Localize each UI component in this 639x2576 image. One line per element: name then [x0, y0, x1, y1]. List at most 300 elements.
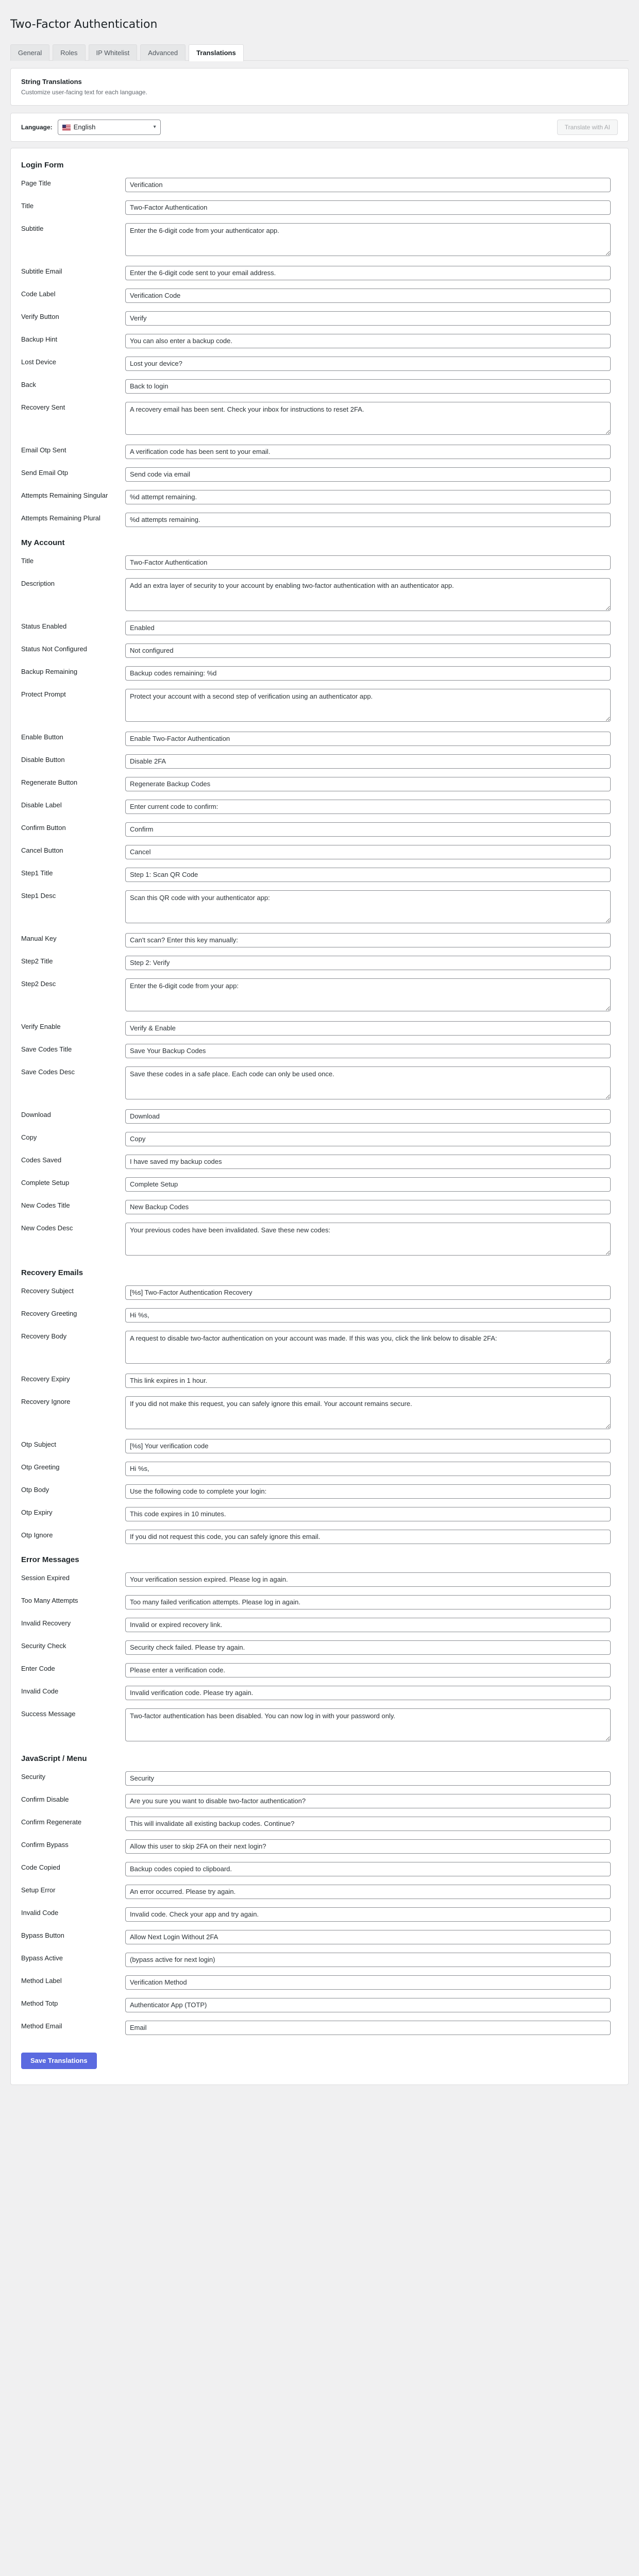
- translation-input[interactable]: [125, 1839, 611, 1854]
- field-control-wrapper: [125, 1568, 618, 1591]
- field-control-wrapper: [125, 1790, 618, 1812]
- intro-title: String Translations: [21, 77, 82, 86]
- field-row: [21, 1682, 618, 1704]
- translation-input[interactable]: [125, 1308, 611, 1323]
- translation-input[interactable]: [125, 1132, 611, 1146]
- field-control-wrapper: [125, 1614, 618, 1636]
- field-label: Confirm Bypass: [21, 1840, 69, 1849]
- field-label: Send Email Otp: [21, 468, 69, 477]
- field-control-wrapper: [125, 1659, 618, 1682]
- field-row: [21, 662, 618, 685]
- field-label: Method Totp: [21, 1999, 58, 2007]
- field-row: [21, 617, 618, 639]
- translation-textarea[interactable]: [125, 1396, 611, 1429]
- translation-input[interactable]: [125, 1953, 611, 1967]
- field-label: Complete Setup: [21, 1178, 70, 1187]
- language-bar: [10, 113, 629, 142]
- field-label: Method Label: [21, 1976, 62, 1985]
- field-label: Regenerate Button: [21, 778, 78, 786]
- field-control-wrapper: [125, 1880, 618, 1903]
- field-label: Code Label: [21, 290, 56, 298]
- translations-form: [10, 148, 629, 2085]
- language-select[interactable]: [58, 120, 161, 135]
- field-control-wrapper: [125, 1948, 618, 1971]
- field-label: Confirm Disable: [21, 1795, 69, 1803]
- field-control-wrapper: [125, 174, 618, 196]
- field-row: [21, 1926, 618, 1948]
- field-control-wrapper: [125, 1173, 618, 1196]
- language-selected-text: English: [73, 123, 96, 131]
- field-label: Invalid Code: [21, 1687, 59, 1695]
- translation-input[interactable]: [125, 643, 611, 658]
- translation-input[interactable]: [125, 266, 611, 280]
- tab-roles[interactable]: Roles: [53, 44, 85, 61]
- field-label: Otp Subject: [21, 1440, 56, 1448]
- field-row: [21, 1017, 618, 1040]
- language-selected: [62, 123, 96, 131]
- field-row: [21, 196, 618, 219]
- field-row: [21, 886, 618, 929]
- field-label: Recovery Subject: [21, 1286, 74, 1295]
- field-control-wrapper: [125, 617, 618, 639]
- translation-input[interactable]: [125, 490, 611, 504]
- translation-input[interactable]: [125, 1998, 611, 2012]
- field-row: [21, 1858, 618, 1880]
- translation-input[interactable]: [125, 1975, 611, 1990]
- translation-input[interactable]: [125, 621, 611, 635]
- field-row: [21, 1327, 618, 1369]
- field-label: Step2 Desc: [21, 979, 56, 988]
- field-control-wrapper: [125, 1636, 618, 1659]
- field-label: Recovery Expiry: [21, 1375, 70, 1383]
- field-label: Recovery Body: [21, 1332, 67, 1340]
- translation-input[interactable]: [125, 933, 611, 947]
- field-control-wrapper: [125, 551, 618, 574]
- field-control-wrapper: [125, 1591, 618, 1614]
- us-flag-icon: [62, 125, 71, 130]
- field-row: [21, 1105, 618, 1128]
- field-row: [21, 750, 618, 773]
- field-row: [21, 685, 618, 727]
- translation-input[interactable]: [125, 445, 611, 459]
- translation-input[interactable]: [125, 1885, 611, 1899]
- field-row: [21, 1994, 618, 2016]
- chevron-down-icon: ▾: [153, 124, 156, 130]
- translation-input[interactable]: [125, 1663, 611, 1677]
- field-label: Method Email: [21, 2022, 62, 2030]
- field-control-wrapper: [125, 262, 618, 284]
- tab-general[interactable]: General: [10, 44, 49, 61]
- translation-input[interactable]: [125, 1771, 611, 1786]
- section-title: My Account: [21, 538, 65, 547]
- translation-textarea[interactable]: [125, 223, 611, 256]
- field-control-wrapper: [125, 1971, 618, 1994]
- field-label: Back: [21, 380, 36, 388]
- translation-input[interactable]: [125, 1044, 611, 1058]
- field-control-wrapper: [125, 284, 618, 307]
- field-control-wrapper: [125, 307, 618, 330]
- field-control-wrapper: [125, 685, 618, 727]
- field-label: Title: [21, 201, 34, 210]
- field-row: [21, 974, 618, 1017]
- field-label: Success Message: [21, 1709, 76, 1718]
- field-label: Enable Button: [21, 733, 63, 741]
- translation-input[interactable]: [125, 1817, 611, 1831]
- field-row: [21, 1128, 618, 1150]
- field-control-wrapper: [125, 662, 618, 685]
- translation-input[interactable]: [125, 555, 611, 570]
- translation-input[interactable]: [125, 1530, 611, 1544]
- field-label: Disable Button: [21, 755, 65, 764]
- translation-input[interactable]: [125, 1618, 611, 1632]
- field-control-wrapper: [125, 1767, 618, 1790]
- field-control-wrapper: [125, 1526, 618, 1548]
- field-label: New Codes Desc: [21, 1224, 73, 1232]
- field-row: [21, 1526, 618, 1548]
- tab-advanced[interactable]: Advanced: [140, 44, 186, 61]
- translation-input[interactable]: [125, 1155, 611, 1169]
- field-control-wrapper: [125, 929, 618, 952]
- field-row: [21, 398, 618, 440]
- translation-input[interactable]: [125, 1907, 611, 1922]
- field-label: Save Codes Title: [21, 1045, 72, 1053]
- field-row: [21, 773, 618, 795]
- field-control-wrapper: [125, 841, 618, 863]
- field-row: [21, 486, 618, 509]
- translation-input[interactable]: [125, 467, 611, 482]
- translation-input[interactable]: [125, 1794, 611, 1808]
- field-row: [21, 1196, 618, 1218]
- translation-textarea[interactable]: [125, 978, 611, 1011]
- field-row: [21, 1591, 618, 1614]
- field-control-wrapper: [125, 463, 618, 486]
- field-label: Attempts Remaining Singular: [21, 491, 108, 499]
- translate-ai-button[interactable]: [557, 120, 618, 135]
- field-row: [21, 639, 618, 662]
- field-row: [21, 1568, 618, 1591]
- field-row: [21, 1503, 618, 1526]
- translation-textarea[interactable]: [125, 689, 611, 722]
- page-title: Two-Factor Authentication: [10, 18, 158, 31]
- translation-input[interactable]: [125, 956, 611, 970]
- field-control-wrapper: [125, 1435, 618, 1458]
- field-row: [21, 1173, 618, 1196]
- field-label: Backup Hint: [21, 335, 58, 343]
- translation-textarea[interactable]: [125, 1708, 611, 1741]
- translation-input[interactable]: [125, 2021, 611, 2035]
- translation-input[interactable]: [125, 845, 611, 859]
- field-label: Step1 Title: [21, 869, 53, 877]
- section-title: JavaScript / Menu: [21, 1754, 87, 1763]
- field-label: Subtitle Email: [21, 267, 62, 275]
- translation-textarea[interactable]: [125, 402, 611, 435]
- field-row: [21, 1040, 618, 1062]
- field-control-wrapper: [125, 1858, 618, 1880]
- field-control-wrapper: [125, 1503, 618, 1526]
- section-title: Error Messages: [21, 1555, 79, 1564]
- field-control-wrapper: [125, 574, 618, 617]
- translation-input[interactable]: [125, 1484, 611, 1499]
- translation-input[interactable]: [125, 1595, 611, 1609]
- field-label: Step1 Desc: [21, 891, 56, 900]
- field-row: [21, 952, 618, 974]
- field-control-wrapper: [125, 1704, 618, 1747]
- translation-input[interactable]: [125, 1109, 611, 1124]
- field-control-wrapper: [125, 2016, 618, 2039]
- field-control-wrapper: [125, 1458, 618, 1480]
- field-row: [21, 262, 618, 284]
- field-row: [21, 1880, 618, 1903]
- translation-input[interactable]: [125, 868, 611, 882]
- field-label: Subtitle: [21, 224, 44, 232]
- field-control-wrapper: [125, 1682, 618, 1704]
- field-label: Attempts Remaining Plural: [21, 514, 100, 522]
- field-control-wrapper: [125, 1196, 618, 1218]
- translation-textarea[interactable]: [125, 1066, 611, 1099]
- field-row: [21, 352, 618, 375]
- field-row: [21, 1903, 618, 1926]
- translation-textarea[interactable]: [125, 1223, 611, 1256]
- field-label: Cancel Button: [21, 846, 63, 854]
- field-label: Security Check: [21, 1641, 66, 1650]
- field-label: Email Otp Sent: [21, 446, 66, 454]
- section-title: Recovery Emails: [21, 1268, 83, 1277]
- field-label: Backup Remaining: [21, 667, 78, 675]
- translation-input[interactable]: [125, 1439, 611, 1453]
- field-label: Otp Greeting: [21, 1463, 60, 1471]
- field-label: Codes Saved: [21, 1156, 62, 1164]
- field-label: Bypass Button: [21, 1931, 64, 1939]
- field-label: Confirm Button: [21, 823, 66, 832]
- section-title: Login Form: [21, 160, 64, 170]
- field-control-wrapper: [125, 196, 618, 219]
- field-control-wrapper: [125, 1926, 618, 1948]
- field-label: Invalid Code: [21, 1908, 59, 1917]
- translation-textarea[interactable]: [125, 1331, 611, 1364]
- translation-input[interactable]: [125, 1021, 611, 1036]
- field-row: [21, 795, 618, 818]
- field-row: [21, 284, 618, 307]
- field-control-wrapper: [125, 795, 618, 818]
- field-label: Download: [21, 1110, 51, 1118]
- field-row: [21, 1062, 618, 1105]
- translation-input[interactable]: [125, 311, 611, 326]
- field-row: [21, 929, 618, 952]
- field-label: New Codes Title: [21, 1201, 70, 1209]
- field-control-wrapper: [125, 330, 618, 352]
- field-control-wrapper: [125, 1304, 618, 1327]
- field-row: [21, 375, 618, 398]
- field-control-wrapper: [125, 352, 618, 375]
- field-control-wrapper: [125, 1369, 618, 1392]
- field-label: Step2 Title: [21, 957, 53, 965]
- field-row: [21, 863, 618, 886]
- field-control-wrapper: [125, 639, 618, 662]
- field-row: [21, 1835, 618, 1858]
- save-translations-button[interactable]: Save Translations: [21, 2053, 97, 2069]
- language-picker: [21, 120, 161, 135]
- field-row: [21, 1392, 618, 1435]
- translation-textarea[interactable]: [125, 890, 611, 923]
- field-control-wrapper: [125, 952, 618, 974]
- field-label: Invalid Recovery: [21, 1619, 71, 1627]
- field-label: Confirm Regenerate: [21, 1818, 82, 1826]
- field-label: Recovery Greeting: [21, 1309, 77, 1317]
- field-label: Otp Body: [21, 1485, 49, 1494]
- field-control-wrapper: [125, 375, 618, 398]
- translation-input[interactable]: [125, 379, 611, 394]
- field-row: [21, 1659, 618, 1682]
- translation-input[interactable]: [125, 1177, 611, 1192]
- field-control-wrapper: [125, 1150, 618, 1173]
- tab-ip-whitelist[interactable]: IP Whitelist: [89, 44, 138, 61]
- field-row: [21, 1435, 618, 1458]
- field-row: [21, 1281, 618, 1304]
- field-row: [21, 1636, 618, 1659]
- field-label: Otp Ignore: [21, 1531, 53, 1539]
- field-label: Too Many Attempts: [21, 1596, 78, 1604]
- sections-container: [21, 161, 618, 2039]
- field-row: [21, 1458, 618, 1480]
- tab-bar: [10, 44, 629, 61]
- field-control-wrapper: [125, 1218, 618, 1261]
- field-label: Enter Code: [21, 1664, 55, 1672]
- field-control-wrapper: [125, 773, 618, 795]
- translation-input[interactable]: [125, 1200, 611, 1214]
- translation-input[interactable]: [125, 1285, 611, 1300]
- field-row: [21, 330, 618, 352]
- field-label: Status Not Configured: [21, 645, 87, 653]
- field-row: [21, 574, 618, 617]
- field-control-wrapper: [125, 1281, 618, 1304]
- translation-input[interactable]: [125, 732, 611, 746]
- field-row: [21, 1218, 618, 1261]
- field-row: [21, 1614, 618, 1636]
- field-label: Title: [21, 556, 34, 565]
- field-control-wrapper: [125, 974, 618, 1017]
- field-row: [21, 307, 618, 330]
- field-row: [21, 1150, 618, 1173]
- field-control-wrapper: [125, 1128, 618, 1150]
- translate-ai-label: Translate with AI: [564, 123, 610, 131]
- field-control-wrapper: [125, 1903, 618, 1926]
- translation-input[interactable]: [125, 1462, 611, 1476]
- field-label: Save Codes Desc: [21, 1067, 75, 1076]
- field-label: Session Expired: [21, 1573, 70, 1582]
- translation-input[interactable]: [125, 1640, 611, 1655]
- field-label: Bypass Active: [21, 1954, 63, 1962]
- language-label: Language:: [21, 123, 53, 131]
- field-label: Status Enabled: [21, 622, 67, 630]
- translation-input[interactable]: [125, 754, 611, 769]
- translation-input[interactable]: [125, 1862, 611, 1876]
- field-row: [21, 818, 618, 841]
- translation-input[interactable]: [125, 800, 611, 814]
- intro-description: Customize user-facing text for each language.: [21, 88, 147, 96]
- field-control-wrapper: [125, 1017, 618, 1040]
- field-row: [21, 2016, 618, 2039]
- field-label: Recovery Sent: [21, 403, 65, 411]
- field-label: Page Title: [21, 179, 51, 187]
- translation-input[interactable]: [125, 1686, 611, 1700]
- translation-input[interactable]: [125, 289, 611, 303]
- field-control-wrapper: [125, 1105, 618, 1128]
- field-row: [21, 1304, 618, 1327]
- field-row: [21, 440, 618, 463]
- translation-input[interactable]: [125, 513, 611, 527]
- field-control-wrapper: [125, 1994, 618, 2016]
- field-row: [21, 1790, 618, 1812]
- translation-input[interactable]: [125, 357, 611, 371]
- field-row: [21, 727, 618, 750]
- translation-input[interactable]: [125, 334, 611, 348]
- field-control-wrapper: [125, 818, 618, 841]
- field-control-wrapper: [125, 886, 618, 929]
- field-control-wrapper: [125, 1327, 618, 1369]
- field-row: [21, 551, 618, 574]
- translation-textarea[interactable]: [125, 578, 611, 611]
- field-control-wrapper: [125, 1062, 618, 1105]
- field-label: Disable Label: [21, 801, 62, 809]
- field-label: Security: [21, 1772, 45, 1781]
- field-control-wrapper: [125, 219, 618, 262]
- field-label: Copy: [21, 1133, 37, 1141]
- field-control-wrapper: [125, 1480, 618, 1503]
- translation-input[interactable]: [125, 777, 611, 791]
- field-control-wrapper: [125, 1392, 618, 1435]
- field-control-wrapper: [125, 863, 618, 886]
- intro-card: [10, 68, 629, 106]
- field-label: Otp Expiry: [21, 1508, 53, 1516]
- field-control-wrapper: [125, 1835, 618, 1858]
- translation-input[interactable]: [125, 666, 611, 681]
- translation-input[interactable]: [125, 200, 611, 215]
- field-row: [21, 1971, 618, 1994]
- translation-input[interactable]: [125, 1374, 611, 1388]
- field-row: [21, 1948, 618, 1971]
- field-row: [21, 219, 618, 262]
- translation-input[interactable]: [125, 178, 611, 192]
- field-row: [21, 1767, 618, 1790]
- field-control-wrapper: [125, 727, 618, 750]
- tab-translations[interactable]: Translations: [189, 44, 244, 61]
- field-control-wrapper: [125, 440, 618, 463]
- field-label: Description: [21, 579, 55, 587]
- field-label: Verify Enable: [21, 1022, 61, 1030]
- field-control-wrapper: [125, 486, 618, 509]
- field-label: Protect Prompt: [21, 690, 66, 698]
- translation-input[interactable]: [125, 1507, 611, 1521]
- field-control-wrapper: [125, 750, 618, 773]
- field-row: [21, 841, 618, 863]
- translation-input[interactable]: [125, 822, 611, 837]
- field-row: [21, 174, 618, 196]
- field-label: Setup Error: [21, 1886, 56, 1894]
- field-control-wrapper: [125, 398, 618, 440]
- field-row: [21, 1369, 618, 1392]
- field-label: Recovery Ignore: [21, 1397, 71, 1405]
- field-row: [21, 1480, 618, 1503]
- field-control-wrapper: [125, 1812, 618, 1835]
- translation-input[interactable]: [125, 1930, 611, 1944]
- translation-input[interactable]: [125, 1572, 611, 1587]
- field-row: [21, 1704, 618, 1747]
- field-control-wrapper: [125, 1040, 618, 1062]
- field-label: Verify Button: [21, 312, 59, 320]
- field-label: Manual Key: [21, 934, 57, 942]
- field-label: Code Copied: [21, 1863, 60, 1871]
- field-row: [21, 463, 618, 486]
